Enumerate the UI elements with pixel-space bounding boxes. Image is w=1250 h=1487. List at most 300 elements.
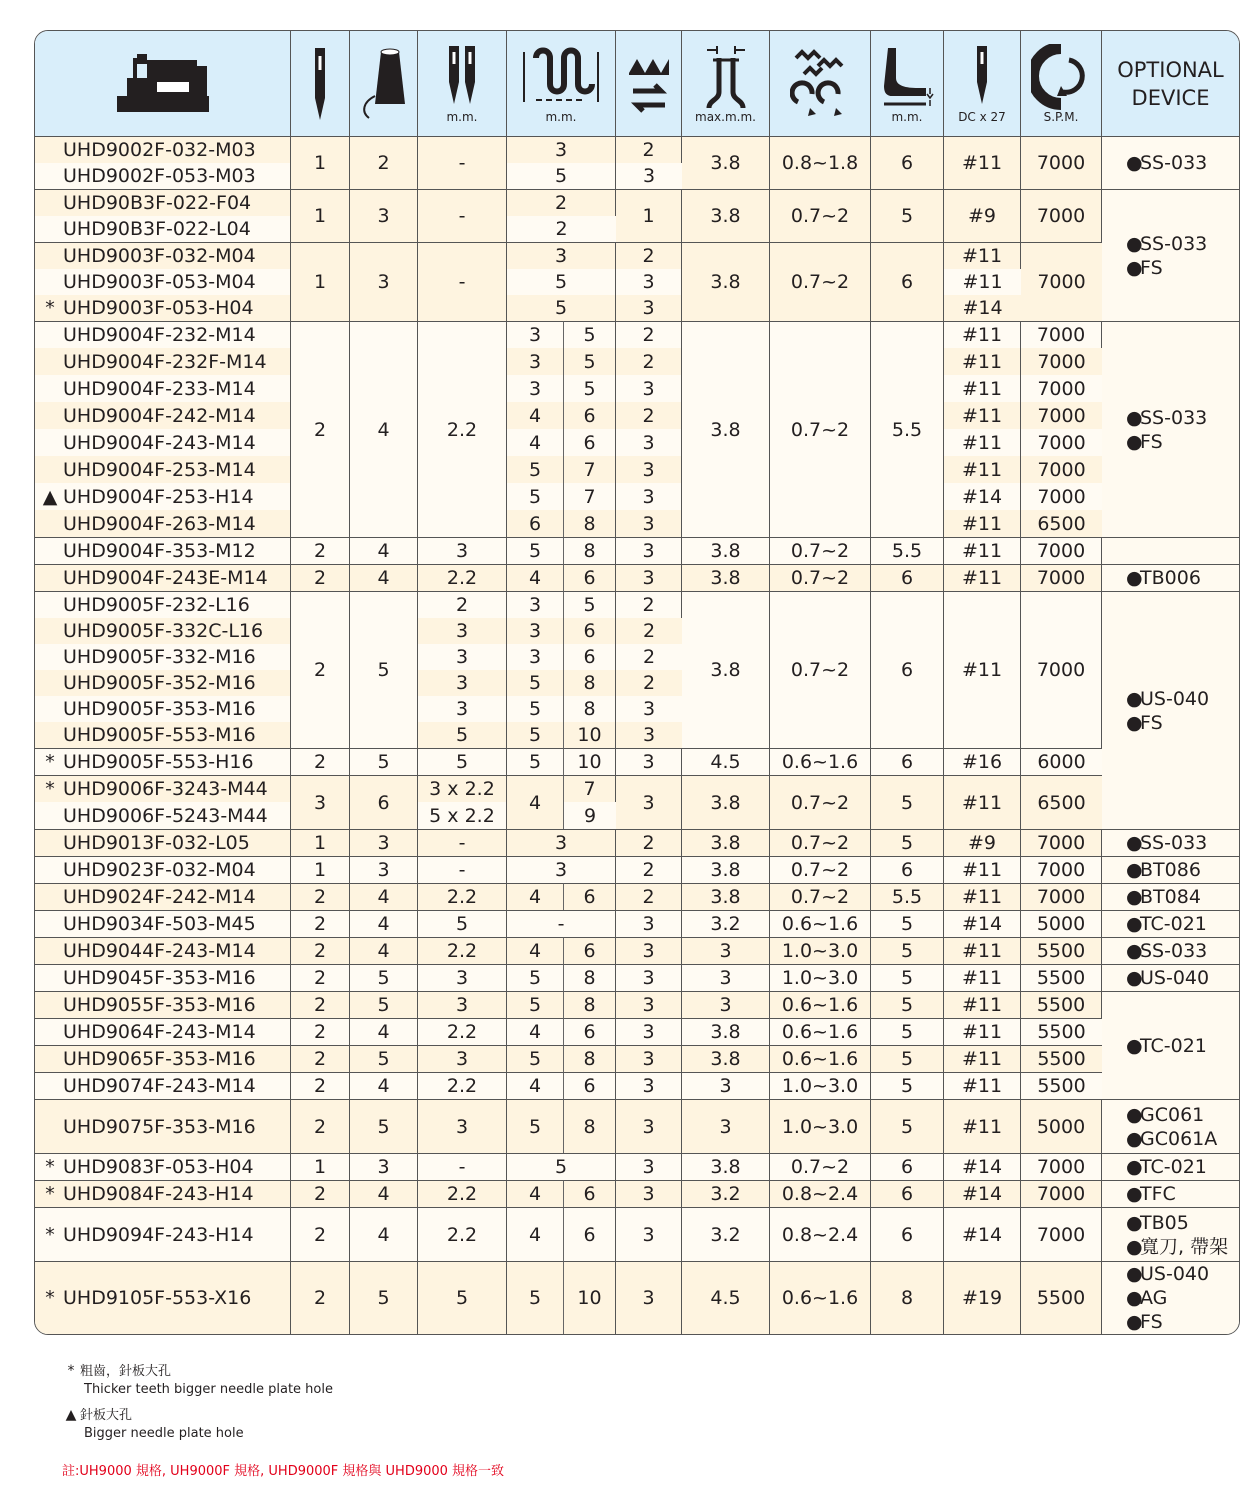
bullet-icon: ● [1126,1235,1143,1258]
stitch-width-min-cell: 5 [507,483,564,510]
differential-cell: 3 [616,483,682,510]
device-item [1126,1235,1239,1259]
thread-count-cell: 3 [350,189,418,242]
model-cell [35,1072,291,1099]
model-mark: * [45,751,55,773]
stitch-length-cell: 3.8 [682,856,770,883]
stitch-width-max-cell: 6 [564,937,616,964]
stitch-width-max-cell: 7 [564,456,616,483]
presser-foot-cell: 5 [871,829,944,856]
presser-foot-cell: 6 [871,1207,944,1261]
model-number: UHD9003F-032-M04 [63,245,256,267]
differential-cell: 2 [616,242,682,269]
note-needle-plate [62,1406,244,1443]
presser-foot-cell: 5.5 [871,537,944,564]
needle-count-cell: 2 [291,991,350,1018]
note-zh: 針板大孔 [80,1408,133,1423]
device-item [1126,1286,1239,1310]
stitch-width-max-cell: 5 [564,375,616,402]
thread-count-cell: 6 [350,775,418,829]
table-row [35,429,1239,456]
stitch-width-cell: 5 [507,163,616,189]
stitch-width-cell: 2 [507,216,616,242]
speed-cell: 7000 [1021,1153,1102,1180]
stitch-width-max-cell: 10 [564,1261,616,1334]
stitch-width-min-cell: 4 [507,937,564,964]
model-number: UHD9105F-553-X16 [63,1287,252,1309]
feed-ratio-cell: 0.7~2 [770,1153,871,1180]
table-row [35,856,1239,883]
table-row [35,1153,1239,1180]
stitch-length-cell: 3.8 [682,883,770,910]
thread-count-cell: 4 [350,537,418,564]
differential-cell: 1 [616,189,682,242]
device-code: US-040 [1140,967,1210,989]
needle-count-cell: 2 [291,910,350,937]
optional-device-cell [1102,1180,1239,1207]
model-number: UHD9005F-553-M16 [63,724,256,746]
differential-cell: 2 [616,883,682,910]
model-cell [35,644,291,670]
model-number: UHD9004F-232-M14 [63,324,256,346]
stitch-length-cell: 3.8 [682,189,770,242]
device-item [1126,1262,1239,1286]
stitch-width-min-cell: 3 [507,644,564,670]
stitch-length-cell: 3.2 [682,910,770,937]
stitch-width-min-cell: 3 [507,375,564,402]
presser-foot-header [871,31,944,137]
needle-count-cell: 1 [291,189,350,242]
stitch-length-cell: 3.8 [682,775,770,829]
speed-cell: 5500 [1021,991,1102,1018]
bullet-icon: ● [1126,406,1143,429]
feed-ratio-icon [790,46,850,122]
thread-count-cell: 5 [350,1045,418,1072]
feed-ratio-cell: 1.0~3.0 [770,1072,871,1099]
needle-size-cell: #11 [944,1018,1021,1045]
stitch-width-max-cell: 6 [564,429,616,456]
stitch-length-cell: 3.8 [682,537,770,564]
stitch-width-min-cell: 4 [507,1072,564,1099]
device-item [1126,1155,1239,1179]
bullet-icon: ● [1126,913,1143,935]
needle-gauge-cell: 2.2 [418,883,507,910]
device-item [1126,1182,1239,1206]
feed-ratio-cell: 0.8~1.8 [770,137,871,189]
model-number: UHD9044F-243-M14 [63,940,256,962]
double-needle-icon [447,44,477,110]
triangle-mark: ▲ [65,1407,77,1423]
table-row [35,1072,1239,1099]
table-row [35,937,1239,964]
model-cell [35,163,291,189]
bullet-icon: ● [1126,1183,1143,1205]
stitch-width-min-cell: 5 [507,1099,564,1153]
feed-ratio-cell: 0.7~2 [770,242,871,321]
needle-size-cell: #11 [944,937,1021,964]
differential-cell: 3 [616,1072,682,1099]
presser-foot-cell: 6 [871,1180,944,1207]
stitch-width-min-cell: 4 [507,775,564,829]
thread-count-cell: 5 [350,964,418,991]
table-row [35,456,1239,483]
device-code: BT086 [1140,859,1201,881]
feed-ratio-cell: 0.6~1.6 [770,1045,871,1072]
needle-size-cell: #11 [944,1072,1021,1099]
needle-gauge-cell: 2.2 [418,564,507,591]
needle-size-cell: #11 [944,429,1021,456]
model-number: UHD9003F-053-H04 [63,297,254,319]
stitch-width-max-cell: 6 [564,1207,616,1261]
model-cell [35,696,291,722]
needle-count-cell: 2 [291,1072,350,1099]
table-row [35,748,1239,775]
needle-size-cell: #11 [944,269,1021,295]
presser-foot-cell: 8 [871,1261,944,1334]
feed-ratio-cell: 1.0~3.0 [770,964,871,991]
differential-cell: 3 [616,269,682,295]
model-cell [35,564,291,591]
device-code: FS [1140,1311,1163,1333]
device-code: TC-021 [1140,1156,1207,1178]
feed-ratio-cell: 1.0~3.0 [770,1099,871,1153]
table-row [35,321,1239,348]
model-number: UHD9004F-243-M14 [63,431,256,454]
needle-count-cell: 1 [291,242,350,321]
stitch-length-cell: 3 [682,1099,770,1153]
stitch-length-cell: 3.8 [682,321,770,537]
model-number: UHD9004F-243E-M14 [63,567,268,589]
sewing-machine-icon [113,52,213,116]
needle-count-cell: 2 [291,883,350,910]
speed-cell: 5000 [1021,1099,1102,1153]
model-cell [35,883,291,910]
optional-device-cell [1102,883,1239,910]
needle-size-cell: #11 [944,775,1021,829]
optional-device-cell [1102,137,1239,189]
stitch-width-min-cell: 5 [507,722,564,748]
optional-device-cell [1102,1261,1239,1334]
differential-cell: 3 [616,1099,682,1153]
model-mark: * [45,297,55,319]
differential-cell: 3 [616,1045,682,1072]
model-number: UHD9004F-253-H14 [63,485,254,508]
bullet-icon: ● [1126,430,1143,453]
model-cell [35,1045,291,1072]
model-cell [35,829,291,856]
needle-gauge-cell: - [418,856,507,883]
model-cell [35,1099,291,1153]
needle-gauge-cell: 3 [418,618,507,644]
needle-count-cell: 3 [291,775,350,829]
presser-foot-cell: 5 [871,775,944,829]
model-number: UHD9083F-053-H04 [63,1156,254,1178]
differential-cell: 3 [616,775,682,829]
device-code: AG [1140,1287,1168,1309]
device-item [1126,1310,1239,1334]
model-number: UHD90B3F-022-F04 [63,192,252,214]
needle-count-cell: 2 [291,964,350,991]
device-item [1126,885,1239,909]
presser-foot-cell: 6 [871,748,944,775]
thread-count-cell: 4 [350,1018,418,1045]
table-row [35,242,1239,269]
stitch-length-cell: 3 [682,1072,770,1099]
presser-foot-cell: 5 [871,1018,944,1045]
feed-ratio-cell: 0.6~1.6 [770,910,871,937]
model-cell [35,1207,291,1261]
model-cell [35,964,291,991]
model-cell [35,269,291,295]
stitch-width-max-cell: 6 [564,402,616,429]
model-number: UHD9065F-353-M16 [63,1048,256,1070]
stitch-width-max-cell: 5 [564,591,616,618]
bullet-icon: ● [1126,1211,1143,1234]
model-number: UHD9004F-263-M14 [63,512,256,535]
stitch-width-cell: 5 [507,1153,616,1180]
stitch-width-max-cell: 8 [564,1045,616,1072]
differential-cell: 2 [616,856,682,883]
stitch-width-max-cell: 8 [564,670,616,696]
thread-count-cell: 4 [350,1180,418,1207]
machine-header [35,31,291,137]
speed-cell: 6500 [1021,510,1102,537]
speed-cell: 7000 [1021,564,1102,591]
needle-size-cell: #11 [944,1099,1021,1153]
stitch-length-cell: 3 [682,964,770,991]
model-cell [35,321,291,348]
model-cell [35,856,291,883]
thread-count-header [350,31,418,137]
model-cell [35,802,291,829]
model-number: UHD9084F-243-H14 [63,1183,254,1205]
stitch-length-cell: 3 [682,937,770,964]
bullet-icon: ● [1126,1156,1143,1178]
differential-cell: 3 [616,748,682,775]
feed-ratio-cell: 0.7~2 [770,321,871,537]
needle-gauge-cell: 2.2 [418,1180,507,1207]
model-cell [35,295,291,321]
thread-count-cell: 5 [350,1261,418,1334]
needle-size-cell: #11 [944,348,1021,375]
speed-cell: 7000 [1021,483,1102,510]
needle-size-cell: #11 [944,591,1021,748]
feed-ratio-cell: 0.7~2 [770,537,871,564]
needle-size-cell: #11 [944,375,1021,402]
needle-size-cell: #19 [944,1261,1021,1334]
device-item [1126,939,1239,963]
model-cell [35,429,291,456]
bullet-icon: ● [1126,1127,1143,1150]
stitch-length-icon [703,42,749,112]
table-row [35,1261,1239,1334]
optional-device-cell [1102,964,1239,991]
stitch-width-min-cell: 5 [507,748,564,775]
needle-size-cell: #11 [944,242,1021,269]
optional-device-cell [1102,591,1239,829]
optional-device-cell [1102,1153,1239,1180]
note-en: Thicker teeth bigger needle plate hole [84,1382,333,1397]
device-code: GC061A [1140,1127,1218,1150]
speed-cell: 7000 [1021,829,1102,856]
model-cell [35,189,291,216]
device-item [1126,687,1239,711]
dc-label: DC x 27 [958,110,1006,124]
optional-label-1: OPTIONAL [1117,57,1224,82]
thread-count-cell: 4 [350,1072,418,1099]
model-cell [35,591,291,618]
stitch-width-cell: 5 [507,269,616,295]
bullet-icon: ● [1126,832,1143,854]
needle-count-cell: 2 [291,748,350,775]
model-cell [35,910,291,937]
table-row [35,510,1239,537]
stitch-length-cell: 3.8 [682,1153,770,1180]
needle-count-cell: 2 [291,1180,350,1207]
device-item [1126,232,1239,256]
feed-ratio-cell: 0.7~2 [770,829,871,856]
feed-ratio-cell: 0.7~2 [770,189,871,242]
needle-count-cell: 2 [291,537,350,564]
needle-gauge-cell: 5 [418,722,507,748]
model-number: UHD9024F-242-M14 [63,886,256,908]
feed-ratio-cell: 1.0~3.0 [770,937,871,964]
stitch-length-cell: 3.8 [682,591,770,748]
feed-ratio-header [770,31,871,137]
table-row [35,564,1239,591]
thread-count-cell: 4 [350,937,418,964]
model-number: UHD9013F-032-L05 [63,832,250,854]
optional-device-cell [1102,829,1239,856]
device-item [1126,1034,1239,1058]
model-mark: * [45,1223,55,1246]
device-code: TC-021 [1140,913,1207,935]
presser-foot-cell: 6 [871,564,944,591]
speed-cell: 7000 [1021,321,1102,348]
needle-count-cell: 2 [291,591,350,748]
speed-cell: 5500 [1021,1261,1102,1334]
stitch-width-max-cell: 6 [564,618,616,644]
presser-foot-icon [880,44,934,110]
needle-size-cell: #14 [944,1207,1021,1261]
thread-count-cell: 3 [350,829,418,856]
table-row [35,537,1239,564]
presser-foot-cell: 5 [871,189,944,242]
needle-gauge-cell: 5 [418,1261,507,1334]
needle-gauge-cell: 3 x 2.2 [418,775,507,802]
differential-cell: 3 [616,456,682,483]
presser-foot-cell: 5.5 [871,321,944,537]
speed-cell: 7000 [1021,1207,1102,1261]
stitch-length-cell: 4.5 [682,1261,770,1334]
model-cell [35,483,291,510]
stitch-width-max-cell: 6 [564,883,616,910]
differential-cell: 3 [616,1153,682,1180]
speed-cell: 7000 [1021,456,1102,483]
device-item [1126,151,1239,175]
differential-cell: 3 [616,991,682,1018]
table-row [35,591,1239,618]
speed-cell: 5500 [1021,1018,1102,1045]
model-number: UHD9094F-243-H14 [63,1223,254,1246]
thread-count-cell: 4 [350,883,418,910]
optional-label-2: DEVICE [1131,85,1210,110]
model-cell [35,748,291,775]
stitch-width-cell: 2 [507,189,616,216]
stitch-length-cell: 3.8 [682,1018,770,1045]
device-code: FS [1140,256,1163,279]
needle-gauge-cell: - [418,189,507,242]
model-number: UHD9004F-233-M14 [63,377,256,400]
thread-count-cell: 3 [350,1153,418,1180]
stitch-width-max-cell: 8 [564,964,616,991]
needle-icon [312,46,328,122]
table-row [35,964,1239,991]
stitch-width-min-cell: 5 [507,1045,564,1072]
differential-cell: 2 [616,137,682,163]
needle-size-cell: #11 [944,991,1021,1018]
needle-size-cell: #14 [944,1153,1021,1180]
differential-cell: 3 [616,295,682,321]
model-number: UHD9004F-242-M14 [63,404,256,427]
model-number: UHD9006F-5243-M44 [63,804,268,827]
speed-cell: 6000 [1021,748,1102,775]
table-row [35,883,1239,910]
model-number: UHD9045F-353-M16 [63,967,256,989]
spec-footnote: 註:UH9000 規格, UH9000F 規格, UHD9000F 規格與 UHD9000 規格一致 [62,1464,505,1479]
table-row [35,375,1239,402]
stitch-length-cell: 3.2 [682,1207,770,1261]
stitch-width-max-cell: 8 [564,537,616,564]
speed-cell: 5500 [1021,1072,1102,1099]
device-code: SS-033 [1140,406,1208,429]
stitch-width-min-cell: 5 [507,1261,564,1334]
stitch-width-min-cell: 5 [507,537,564,564]
note-thick-teeth [62,1362,333,1399]
differential-cell: 3 [616,1207,682,1261]
model-cell [35,1180,291,1207]
needle-gauge-cell: 2.2 [418,321,507,537]
presser-foot-cell: 6 [871,591,944,748]
thread-spool-icon [359,46,409,122]
needle-size-cell: #11 [944,1045,1021,1072]
model-cell [35,775,291,802]
device-code: FS [1140,711,1163,734]
table-row [35,775,1239,802]
differential-cell: 3 [616,937,682,964]
stitch-width-min-cell: 5 [507,456,564,483]
needle-gauge-cell: 3 [418,644,507,670]
needle-gauge-cell: 2.2 [418,1207,507,1261]
speed-cell: 5000 [1021,910,1102,937]
model-number: UHD9075F-353-M16 [63,1115,256,1138]
device-code: TFC [1140,1183,1176,1205]
needle-gauge-cell: 3 [418,991,507,1018]
presser-foot-cell: 5 [871,910,944,937]
stitch-width-max-cell: 7 [564,775,616,802]
differential-cell: 3 [616,1018,682,1045]
device-code: GC061 [1140,1103,1205,1126]
speed-cell: 7000 [1021,348,1102,375]
device-item [1126,711,1239,735]
differential-cell: 2 [616,670,682,696]
bullet-icon: ● [1126,886,1143,908]
model-cell [35,137,291,163]
overlock-stitch-icon [516,42,606,112]
needle-count-cell: 1 [291,137,350,189]
presser-foot-cell: 5 [871,1099,944,1153]
optional-device-cell [1102,937,1239,964]
